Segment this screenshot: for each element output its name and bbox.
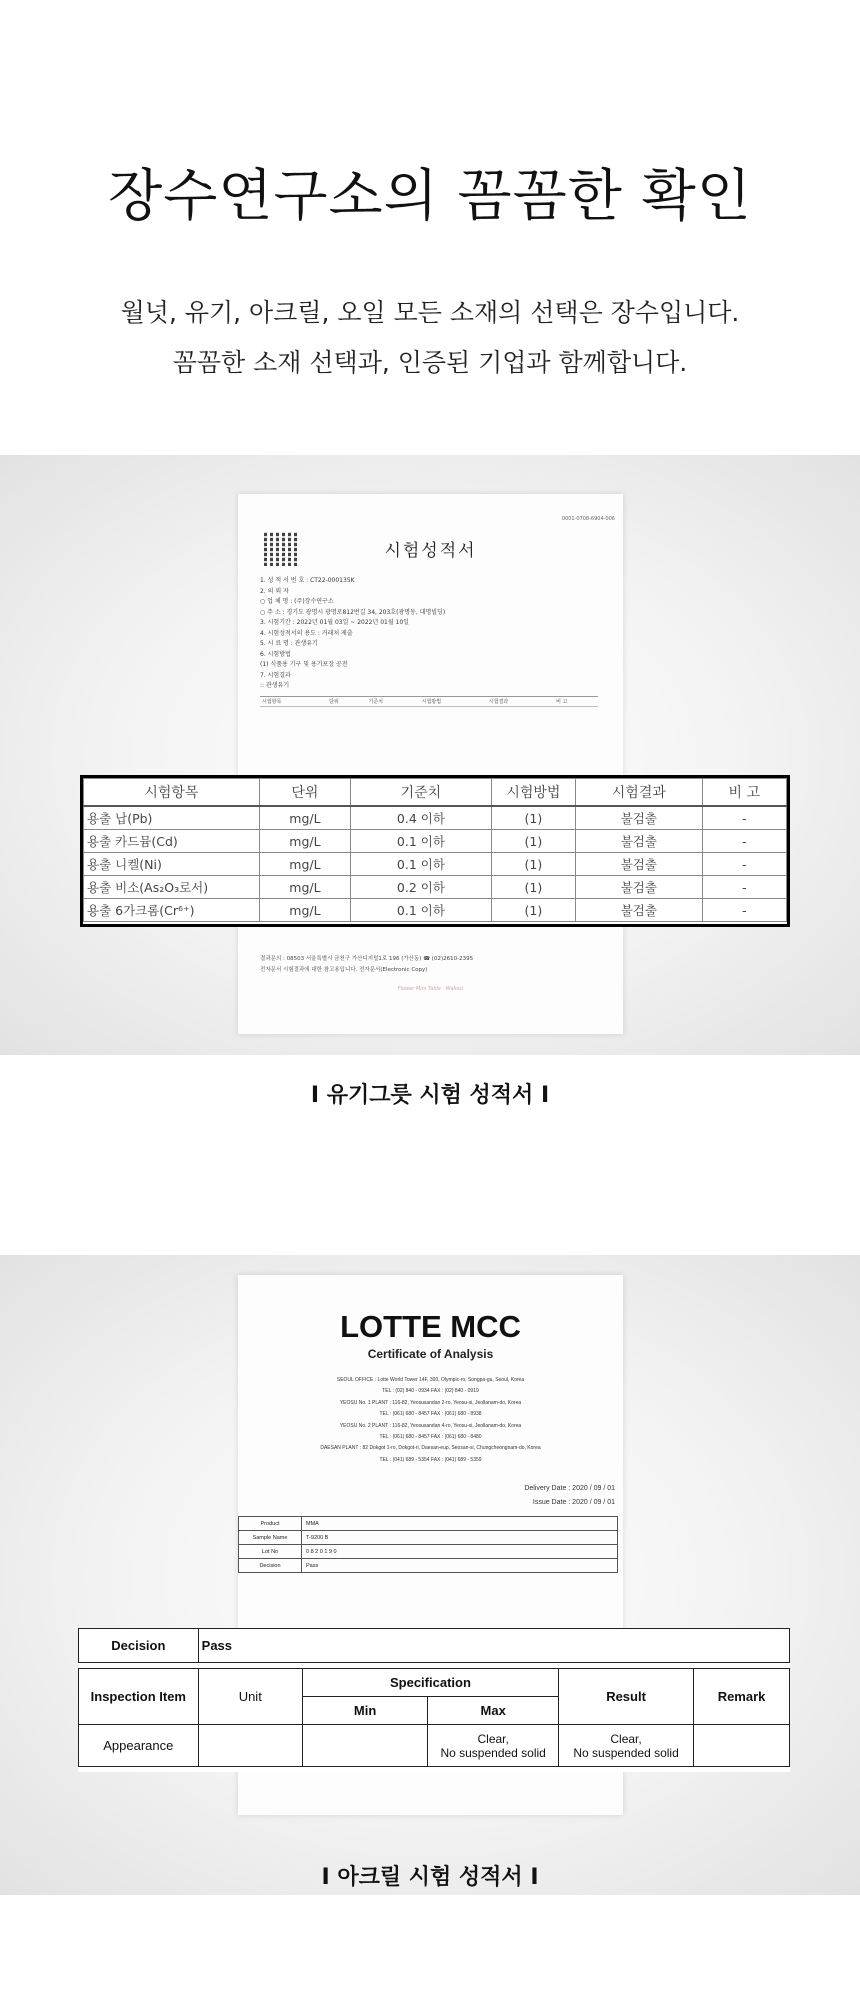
table-row: Decision Pass xyxy=(239,1559,618,1573)
company-addresses: SEOUL OFFICE : Lotte World Tower 14F, 300, Olympic-ro, Songpa-gu, Seoul, Korea TEL : (02) 840 - 0934 FAX : (02) 840 - 0919 YEOSU No. 1 PLANT : 116-82, Yeosusandan 2-ro, Yeosu-si, Jeollanam-do, Korea TEL : (061) 680 - 8457 FAX : (061) 680 - 8938 YEOSU No. 2 PLANT : 116-82, Yeosusandan 4-ro, Yeosu-si, Jeollanam-do, Korea TEL : (061) 680 - 8457 FAX : (061) 680 - 8480 DAESAN PLANT : 82 Dokgot 1-ro, Dokgot-ri, Daesan-eup, Seosan-si, Chungcheongnam-do, Korea TEL : (041) 689 - 5354 FAX : (041) 689 - 5359 xyxy=(320,1377,541,1463)
header-method: 시험방법 xyxy=(491,779,575,807)
header-remark: 비 고 xyxy=(702,779,786,807)
footer-line: 전자문서 시험결과에 대한 참고용입니다. 전자문서(Electronic Copy) xyxy=(260,967,428,973)
header-standard: 기준치 xyxy=(351,779,492,807)
header-min: Min xyxy=(302,1697,427,1725)
product-info-table xyxy=(238,1516,618,1573)
subtitle-line-2: 꼼꼼한 소재 선택과, 인증된 기업과 함께합니다. xyxy=(172,348,688,377)
document-title: 시험성적서 xyxy=(384,541,477,561)
zoomed-result-table xyxy=(80,775,790,927)
mini-header-cell: 시험방법 xyxy=(420,697,487,707)
doc-line: 6. 시험방법 xyxy=(260,650,291,658)
table-row: 용출 비소(As₂O₃로서) mg/L 0.2 이하 (1) 불검출 - xyxy=(84,876,787,899)
doc-line: 5. 시 료 명 : 관생유기 xyxy=(260,640,318,647)
test-report-document xyxy=(238,494,623,1034)
table-row: 용출 니켈(Ni) mg/L 0.1 이하 (1) 불검출 - xyxy=(84,853,787,876)
mini-header-cell: 단위 xyxy=(327,697,366,707)
header-inspection-item: Inspection Item xyxy=(79,1669,199,1725)
doc-line: 2. 의 뢰 자 xyxy=(260,587,289,595)
row-max: Clear, No suspended solid xyxy=(428,1725,559,1767)
doc-line: :: 관생유기 xyxy=(260,682,290,689)
issue-date: Issue Date : 2020 / 09 / 01 xyxy=(532,1499,615,1506)
row-item: Appearance xyxy=(79,1725,199,1767)
watermark: Flower Mini Table · Walnut xyxy=(397,986,464,992)
page-title: 장수연구소의 꼼꼼한 확인 xyxy=(108,164,752,229)
doc-line: 3. 시험기간 : 2022년 01월 03일 ~ 2022년 01월 10일 xyxy=(260,619,409,626)
doc-line: (1) 식품용 기구 및 용기포장 공전 xyxy=(260,661,348,668)
header-unit: Unit xyxy=(198,1669,302,1725)
table-row: 용출 카드뮴(Cd) mg/L 0.1 이하 (1) 불검출 - xyxy=(84,830,787,853)
table-row xyxy=(79,1725,790,1767)
footer-line: 결과문의 : 08503 서울특별시 금천구 가산디지털1로 196 (가산동) ☎ (02)2610-2395 xyxy=(260,956,474,962)
header-unit: 단위 xyxy=(259,779,350,807)
header-specification: Specification xyxy=(302,1669,558,1697)
inspection-table xyxy=(78,1628,790,1767)
header-test-item: 시험항목 xyxy=(84,779,260,807)
doc-line: ○ 업 체 명 : (주)장수연구소 xyxy=(260,598,334,605)
header-remark: Remark xyxy=(694,1669,790,1725)
header-result: Result xyxy=(559,1669,694,1725)
result-table xyxy=(83,778,787,922)
row-result: Clear, No suspended solid xyxy=(559,1725,694,1767)
subtitle-line-1: 월넛, 유기, 아크릴, 오일 모든 소재의 선택은 장수입니다. xyxy=(120,298,740,327)
caption-acrylic-report: I 아크릴 시험 성적서 I xyxy=(321,1865,539,1890)
table-row: Lot No 0 8 2 0 1 9 0 xyxy=(239,1545,618,1559)
mini-header-cell: 기준치 xyxy=(367,697,420,707)
doc-line: 4. 시험성적서의 용도 : 거래처 제출 xyxy=(260,629,353,637)
document-footer xyxy=(260,954,600,976)
table-row: 용출 6가크롬(Cr⁶⁺) mg/L 0.1 이하 (1) 불검출 - xyxy=(84,899,787,922)
delivery-date: Delivery Date : 2020 / 09 / 01 xyxy=(524,1485,615,1492)
mini-header-cell: 시험항목 xyxy=(260,697,327,707)
header-max: Max xyxy=(428,1697,559,1725)
document-body xyxy=(260,576,600,692)
decision-label: Decision xyxy=(79,1629,199,1663)
table-row: 용출 납(Pb) mg/L 0.4 이하 (1) 불검출 - xyxy=(84,806,787,830)
table-row: Product MMA xyxy=(239,1517,618,1531)
header-result: 시험결과 xyxy=(576,779,703,807)
document-code: 0001-0708-6904-006 xyxy=(561,516,615,522)
lotte-mcc-logo: LOTTE MCC xyxy=(340,1309,521,1344)
caption-yugi-report: I 유기그릇 시험 성적서 I xyxy=(310,1083,550,1108)
table-row: Sample Name T-9200 B xyxy=(239,1531,618,1545)
doc-line: 1. 성 적 서 번 호 : CT22-000135K xyxy=(260,577,355,584)
doc-line: 7. 시험결과 xyxy=(260,671,291,679)
doc-line: ○ 주 소 : 경기도 광명시 광명로812번길 34, 203호(광명동, 대명빌딩) xyxy=(260,608,446,616)
mini-result-table xyxy=(260,696,598,707)
mini-header-cell: 시험결과 xyxy=(487,697,554,707)
decision-value: Pass xyxy=(198,1629,789,1663)
certificate-title: Certificate of Analysis xyxy=(367,1347,494,1361)
mini-header-cell: 비 고 xyxy=(554,697,598,707)
zoomed-inspection-table xyxy=(78,1628,790,1772)
